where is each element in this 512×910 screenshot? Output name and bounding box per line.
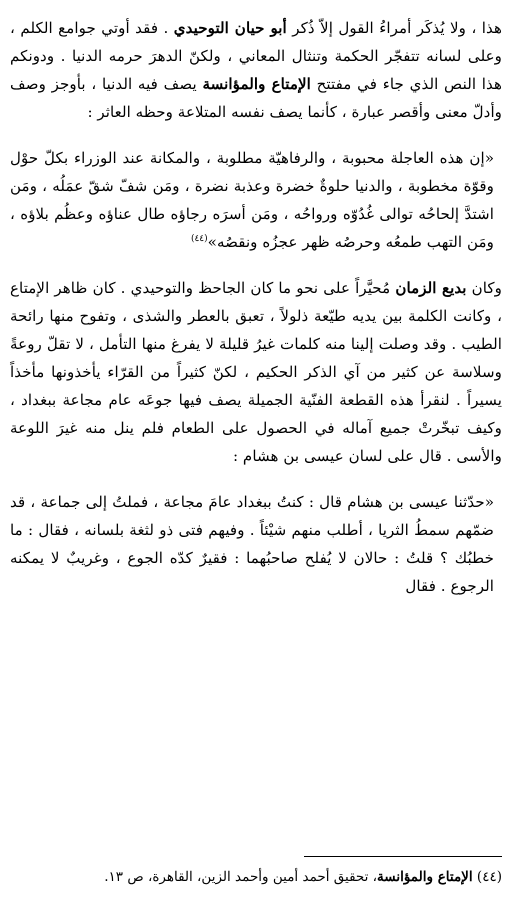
book-title-bold: الإمتاع والمؤانسة [202,75,311,93]
author-name-bold: أبو حيان التوحيدي [173,19,287,37]
footnote [10,866,502,888]
footnote-number: (٤٤) [476,869,502,885]
badi-paragraph [10,274,502,470]
text-run: وكان [466,279,502,297]
quote-text: «إن هذه العاجلة محبوبة ، والرفاهيّة مطلوبة ، والمكانة عند الوزراء بكلّ حوْل وقوّة مخطوبة ، والدنيا حلوةٌ خضرة وعذبة نضرة ، ومَن شفّ شقّ عمَلُه ، ومَن اشتدَّ إلحاحُه توالى غُدُوّه ورواحُه ، ومَن أسرَه رجاؤه طال عناؤه وعظُم بلاؤه ، ومَن التهب طمعُه وحرصُه ظهر عجزُه ونقصُه» [10,149,494,251]
page-body [10,14,502,600]
quote-maqama [10,488,502,600]
footnote-separator [304,856,502,857]
text-run: هذا ، ولا يُذكَر أمراءُ القول إلاّ ذُكر [286,19,502,37]
text-run: مُحيَّراً على نحو ما كان الجاحظ والتوحيدي . كان ظاهر الإمتاع ، وكانت الكلمة بين يديه طيّعة ذلولاً ، تعبق بالعطر والشذى ، وتفوح منها رائحة الطيب . وقد وصلت إلينا منه كلمات غيرُ قليلة لا يفرغ منها التأمل ، لا تقلّ روعةً وسلاسة عن كثير من آي الذكر الحكيم ، لكنّ كثيراً من القرّاء يأخذونها مأخذاً يسيراً . لنقرأ هذه القطعة الفنّية الجميلة يصف فيها جوعَه عام مجاعة ببغداد ، وكيف تبخّرتْ جميع آماله في الحصول على الطعام فلم ينل منه غيرَ اللوعة والأسى . قال على لسان عيسى بن هشام : [10,279,502,465]
quote-tawhidi [10,144,502,256]
footnote-ref: (٤٤) [190,233,208,244]
footnote-text: ، تحقيق أحمد أمين وأحمد الزين، القاهرة، ص ١٣. [104,869,378,885]
badi-name-bold: بديع الزمان [395,279,467,297]
text-run: . فقد أوتي جوامع الكلم ، وعلى لسانه تتفجّر الحكمة وتنثال المعاني ، ولكنّ الدهرَ حرمه الدنيا . ودونكم هذا النص الذي جاء في مفتتح [10,19,502,93]
footnote-title-bold: الإمتاع والمؤانسة [377,869,473,885]
intro-paragraph [10,14,502,126]
quote-text: «حدّثنا عيسى بن هشام قال : كنتُ ببغداد عامَ مجاعة ، فملتُ إلى جماعة ، قد ضمّهم سمطُ الثريا ، أطلب منهم شيْئاً . وفيهم فتى ذو لثغة بلسانه ، فقال : ما خطبُك ؟ قلتُ : حالان لا يُفلح صاحبُهما : فقيرٌ كدّه الجوع ، وغريبٌ لا يمكنه الرجوع . فقال [10,493,494,595]
text-run: يصف فيه الدنيا ، بأوجز وصف وأدلّ معنى وأقصر عبارة ، كأنما يصف نفسه المتلاعة وحظه العاثر : [10,75,502,121]
